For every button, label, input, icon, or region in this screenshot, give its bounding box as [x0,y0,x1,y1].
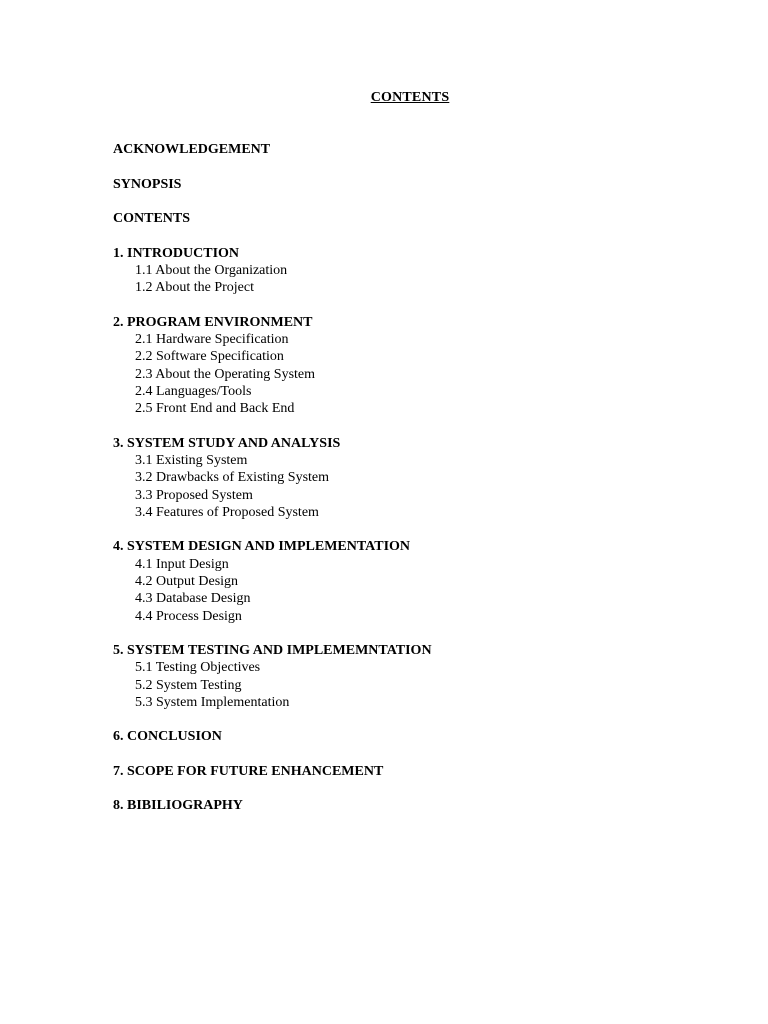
table-of-contents [113,141,713,815]
toc-subentry: 3.2 Drawbacks of Existing System [135,470,330,486]
toc-entry-program-environment: 2. PROGRAM ENVIRONMENT [113,314,313,330]
toc-subentry: 1.2 About the Project [135,280,254,296]
toc-subentry: 5.1 Testing Objectives [135,660,261,676]
toc-subentry: 2.3 About the Operating System [135,366,316,382]
toc-subentry: 2.2 Software Specification [135,349,284,365]
toc-entry-contents: CONTENTS [113,211,191,226]
toc-entry-system-testing: 5. SYSTEM TESTING AND IMPLEMEMNTATION [113,642,432,658]
toc-subentry: 4.1 Input Design [135,556,229,572]
page-title: CONTENTS [370,90,450,105]
toc-entry-bibliography: 8. BIBILIOGRAPHY [113,798,243,814]
toc-entry-system-study: 3. SYSTEM STUDY AND ANALYSIS [113,435,341,451]
toc-subentry: 3.1 Existing System [135,453,248,469]
toc-subentry: 4.2 Output Design [135,574,239,590]
toc-subentry: 1.1 About the Organization [135,263,288,278]
toc-subentry: 5.3 System Implementation [135,695,290,711]
toc-subentry: 3.4 Features of Proposed System [135,504,319,520]
toc-subentry: 4.4 Process Design [135,608,242,624]
toc-entry-system-design: 4. SYSTEM DESIGN AND IMPLEMENTATION [113,539,411,555]
toc-entry-acknowledgement: ACKNOWLEDGEMENT [113,142,271,157]
toc-subentry: 2.5 Front End and Back End [135,401,295,417]
toc-subentry: 2.4 Languages/Tools [135,383,252,399]
toc-subentry: 2.1 Hardware Specification [135,332,289,348]
toc-entry-introduction: 1. INTRODUCTION [113,245,240,261]
toc-subentry: 4.3 Database Design [135,591,251,607]
toc-subentry: 5.2 System Testing [135,677,242,693]
toc-subentry: 3.3 Proposed System [135,487,253,503]
toc-entry-scope: 7. SCOPE FOR FUTURE ENHANCEMENT [113,763,384,779]
toc-entry-conclusion: 6. CONCLUSION [113,729,222,745]
toc-entry-synopsis: SYNOPSIS [113,176,182,192]
